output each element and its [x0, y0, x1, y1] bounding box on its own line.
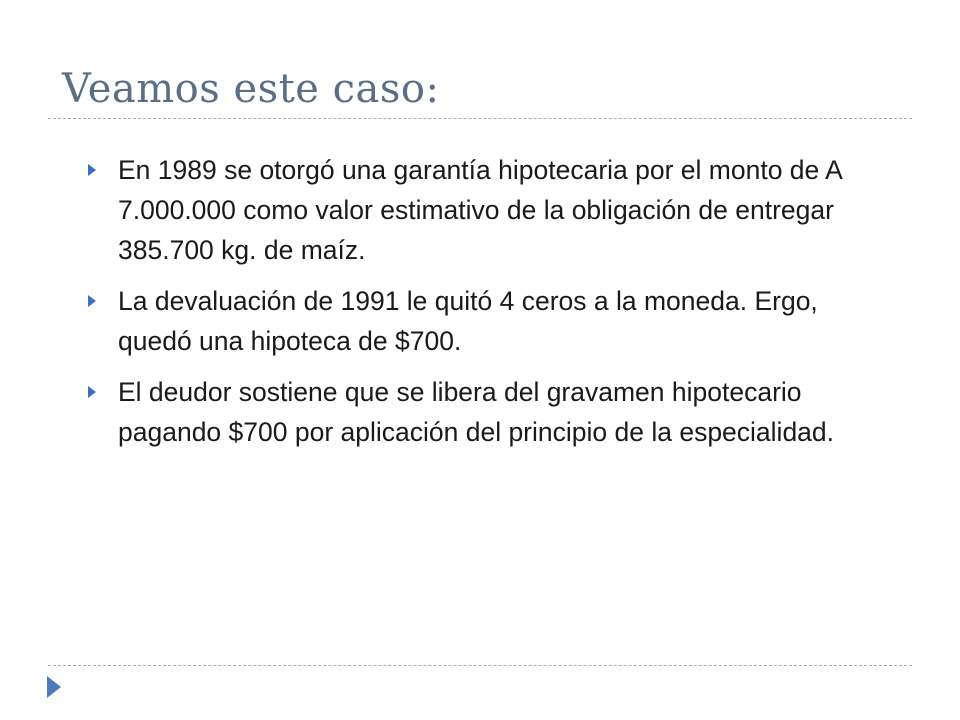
footer-divider [48, 665, 912, 666]
bullet-text: La devaluación de 1991 le quitó 4 ceros a la moneda. Ergo, quedó una hipoteca de $700. [118, 286, 818, 356]
bullet-text: En 1989 se otorgó una garantía hipotecaria por el monto de A 7.000.000 como valor estimativo de la obligación de entregar 385.700 kg. de maíz. [118, 155, 842, 265]
triangle-bullet-icon [88, 295, 96, 307]
slide-title: Veamos este caso: [62, 66, 440, 112]
triangle-bullet-icon [88, 164, 96, 176]
title-divider [48, 118, 912, 119]
triangle-next-icon[interactable] [47, 676, 61, 698]
bullet-list [88, 150, 878, 463]
bullet-item [88, 372, 878, 452]
bullet-item [88, 150, 878, 270]
bullet-item [88, 281, 878, 361]
bullet-text: El deudor sostiene que se libera del gravamen hipotecario pagando $700 por aplicación del principio de la especialidad. [118, 377, 835, 447]
triangle-bullet-icon [88, 386, 96, 398]
